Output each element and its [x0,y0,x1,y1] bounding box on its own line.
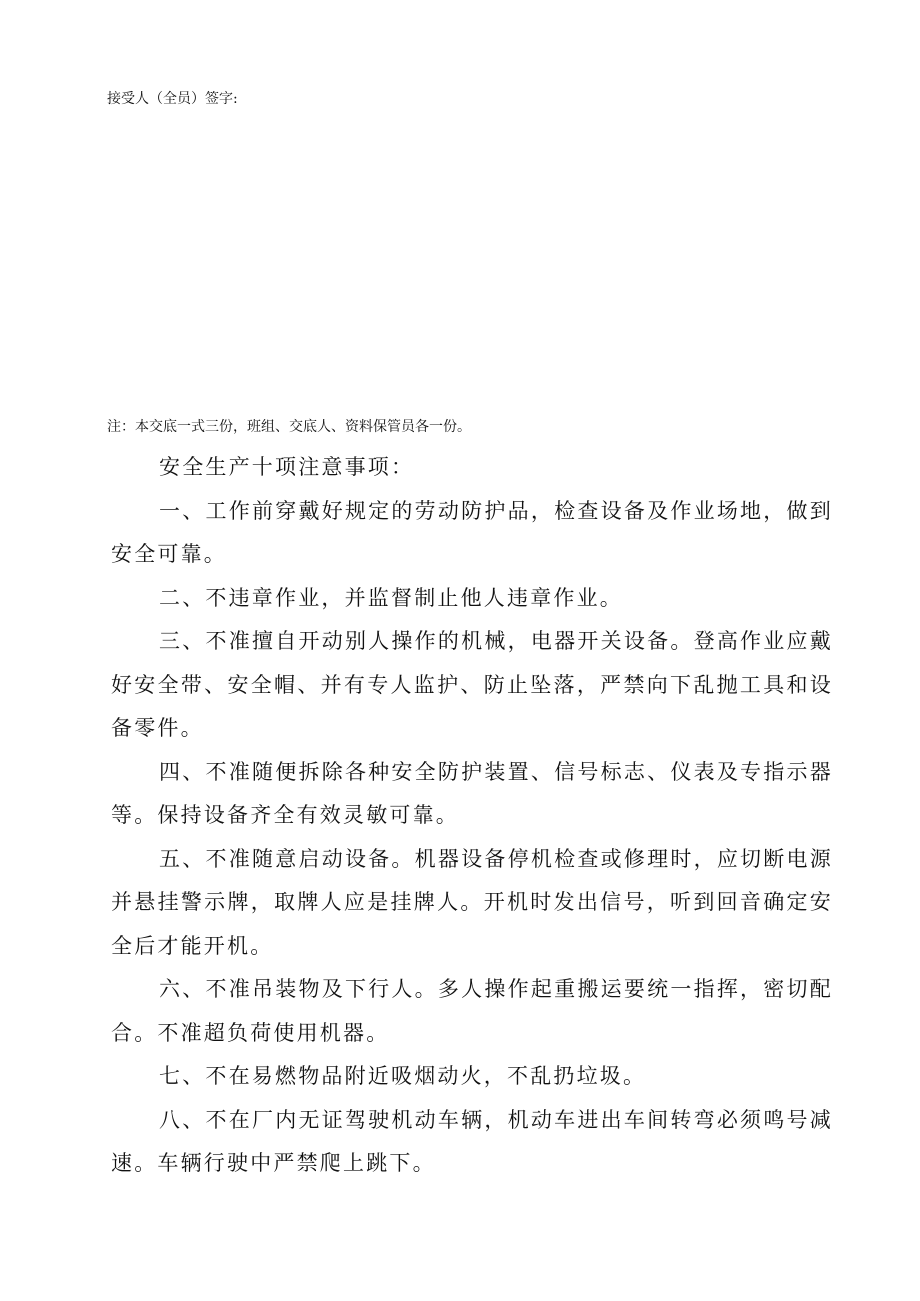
note-text: 注：本交底一式三份，班组、交底人、资料保管员各一份。 [107,419,471,435]
rule-item-7: 七、不在易燃物品附近吸烟动火，不乱扔垃圾。 [159,1064,647,1088]
rule-item-1: 一、工作前穿戴好规定的劳动防护品，检查设备及作业场地，做到安全可靠。 [111,498,833,566]
section-heading: 安全生产十项注意事项： [159,455,415,479]
rule-item-3: 三、不准擅自开动别人操作的机械，电器开关设备。登高作业应戴好安全带、安全帽、并有专人监护、防止坠落，严禁向下乱抛工具和设备零件。 [111,629,833,740]
rule-item-6: 六、不准吊装物及下行人。多人操作起重搬运要统一指挥，密切配合。不准超负荷使用机器。 [111,977,833,1045]
rule-item-4: 四、不准随便拆除各种安全防护装置、信号标志、仪表及专指示器等。保持设备齐全有效灵敏可靠。 [111,759,833,827]
signature-label: 接受人（全员）签字: [107,91,238,107]
safety-rules-section [111,446,833,1186]
rule-item-8: 八、不在厂内无证驾驶机动车辆，机动车进出车间转弯必须鸣号减速。车辆行驶中严禁爬上跳下。 [111,1107,833,1175]
rule-item-2: 二、不违章作业，并监督制止他人违章作业。 [159,585,623,610]
rule-item-5: 五、不准随意启动设备。机器设备停机检查或修理时，应切断电源并悬挂警示牌，取牌人应是挂牌人。开机时发出信号，听到回音确定安全后才能开机。 [111,846,833,958]
